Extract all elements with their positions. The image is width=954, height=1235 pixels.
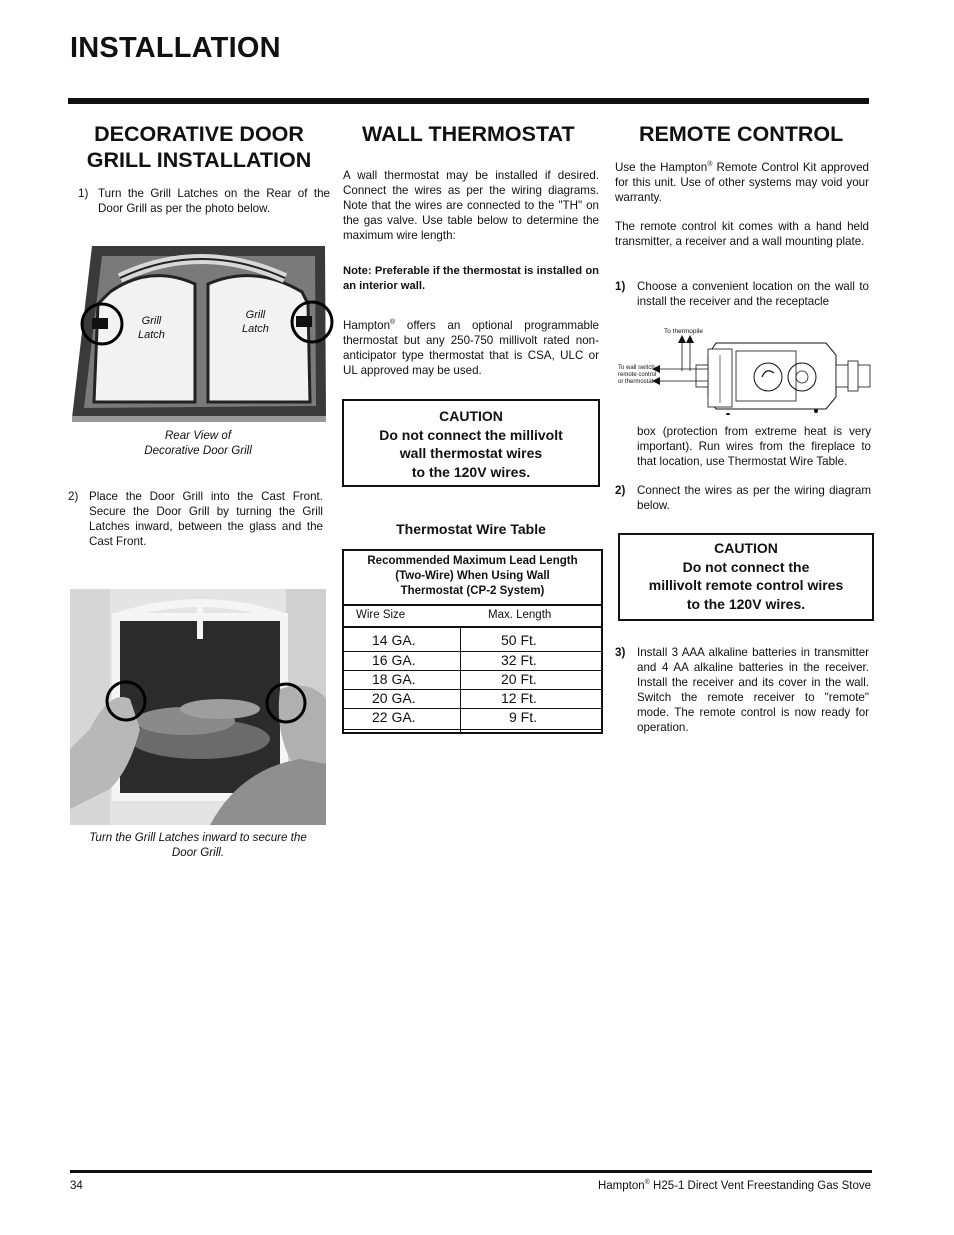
step-text: Install 3 AAA alkaline batteries in transmitter and 4 AA alkaline batteries in the receiver. Install the receiver and its cover in the wall. Switch the remote receiver to "remote" mode. The remote control is now ready for operation. <box>637 646 869 734</box>
wire-size: 22 GA. <box>372 709 416 725</box>
diagram-label-wall-switch <box>618 365 656 386</box>
step-number: 1) <box>78 187 89 200</box>
col-header-wire-size: Wire Size <box>356 609 406 621</box>
wire-size: 14 GA. <box>372 632 416 648</box>
max-length: 9 Ft. <box>509 709 538 725</box>
remote-heading: REMOTE CONTROL <box>639 122 844 146</box>
remote-caution-box <box>618 533 874 621</box>
max-length: 12 Ft. <box>501 690 537 706</box>
thermostat-para-2 <box>343 318 599 378</box>
step-number: 2) <box>68 490 79 503</box>
thermostat-caution-box <box>342 399 600 487</box>
caution-title: CAUTION <box>714 540 778 556</box>
grill-install-photo <box>70 589 326 825</box>
grill-install-caption <box>70 830 326 860</box>
header-line3: Thermostat (CP-2 System) <box>400 585 545 597</box>
grill-install-caption-line1: Turn the Grill Latches inward to secure the <box>89 831 307 844</box>
max-length: 32 Ft. <box>501 652 537 668</box>
page-title: INSTALLATION <box>70 32 281 64</box>
caution-line3: to the 120V wires. <box>686 595 806 612</box>
step-text: Place the Door Grill into the Cast Front. Secure the Door Grill by turning the Grill Latches inward, between the glass and the Cast Front. <box>89 490 323 548</box>
grill-latch-label-right-2: Latch <box>242 323 269 335</box>
footer-title <box>598 1180 871 1192</box>
wire-table-title: Thermostat Wire Table <box>396 521 546 537</box>
wire-table <box>342 549 603 734</box>
wire-size: 16 GA. <box>372 652 416 668</box>
caution-title: CAUTION <box>439 408 503 424</box>
grill-rear-photo <box>70 244 336 424</box>
wire-size: 18 GA. <box>372 671 416 687</box>
table-rule-2 <box>344 626 601 628</box>
grill-step-2 <box>68 489 323 549</box>
step-number: 1) <box>615 280 626 293</box>
table-column-divider <box>460 628 461 732</box>
step-text: Choose a convenient location on the wall to install the receiver and the receptacle <box>637 280 869 308</box>
top-divider <box>68 98 869 104</box>
diagram-label-wall-switch-1: To wall switch, <box>618 365 657 371</box>
grill-latch-label-left-1: Grill <box>141 315 162 327</box>
table-rule-1 <box>344 604 601 606</box>
row-rule <box>344 729 601 730</box>
para-text-a: Use the Hampton <box>615 161 708 174</box>
step-number: 3) <box>615 646 626 659</box>
caution-line2: wall thermostat wires <box>399 445 543 461</box>
wire-table-header <box>344 554 601 599</box>
caution-line1: Do not connect the millivolt <box>379 426 563 443</box>
grill-install-caption-line2: Door Grill. <box>171 846 225 859</box>
thermostat-note: Note: Preferable if the thermostat is installed on an interior wall. <box>343 265 599 292</box>
diagram-label-wall-switch-2: remote control <box>618 372 657 378</box>
remote-step-3 <box>615 645 869 735</box>
remote-step-1-cont: box (protection from extreme heat is very important). Run wires from the fireplace to that location, use Thermostat Wire Table. <box>637 425 871 468</box>
grill-heading-line1: DECORATIVE DOOR <box>94 122 304 146</box>
step-number: 2) <box>615 484 626 497</box>
grill-heading-line2: GRILL INSTALLATION <box>86 148 312 172</box>
grill-latch-label-right-1: Grill <box>245 309 266 321</box>
thermostat-heading: WALL THERMOSTAT <box>362 122 575 146</box>
diagram-label-thermopile: To thermopile <box>664 328 704 335</box>
brand: Hampton <box>343 319 391 332</box>
grill-latch-label-right <box>242 308 269 336</box>
gas-valve-wiring-diagram <box>616 325 876 415</box>
step-text: Turn the Grill Latches on the Rear of the Door Grill as per the photo below. <box>98 187 330 215</box>
registered-mark: ® <box>707 161 713 169</box>
footer-text: H25-1 Direct Vent Freestanding Gas Stove <box>649 1180 871 1192</box>
max-length: 50 Ft. <box>501 632 537 648</box>
grill-latch-label-left <box>138 314 165 342</box>
remote-step-2 <box>615 483 871 513</box>
grill-latch-label-left-2: Latch <box>138 329 165 341</box>
caution-line1: Do not connect the <box>682 558 810 575</box>
caution-line2: millivolt remote control wires <box>648 577 844 593</box>
grill-install-photo-art <box>70 589 326 825</box>
caution-line3: to the 120V wires. <box>411 463 531 480</box>
header-line2: (Two-Wire) When Using Wall <box>395 570 550 582</box>
header-line1: Recommended Maximum Lead Length <box>367 555 578 567</box>
diagram-label-wall-switch-3: or thermostat <box>618 379 654 385</box>
grill-rear-caption-line1: Rear View of <box>164 429 232 442</box>
max-length: 20 Ft. <box>501 671 537 687</box>
registered-mark: ® <box>644 1179 650 1187</box>
grill-rear-caption <box>70 428 326 458</box>
wire-size: 20 GA. <box>372 690 416 706</box>
para-text-b: Remote Control Kit approved for this unit. Use of other systems may void your warranty. <box>615 161 869 204</box>
remote-step-1 <box>615 279 869 309</box>
grill-rear-photo-art <box>70 244 336 424</box>
grill-step-1 <box>78 186 330 216</box>
page-number: 34 <box>70 1180 83 1192</box>
footer-brand: Hampton <box>597 1180 645 1192</box>
bottom-divider <box>70 1170 872 1173</box>
para-text: offers an optional programmable thermostat but any 250-750 millivolt rated non-anticipator type thermostat that is CSA, ULC or UL approved may be used. <box>343 319 599 377</box>
step-text: Connect the wires as per the wiring diagram below. <box>637 484 871 512</box>
grill-rear-caption-line2: Decorative Door Grill <box>144 444 252 457</box>
remote-para-2: The remote control kit comes with a hand held transmitter, a receiver and a wall mounting plate. <box>615 220 869 248</box>
thermostat-para-1: A wall thermostat may be installed if desired. Connect the wires as per the wiring diagrams. Note that the wires are connected to the "TH" on the gas valve. Use table below to determine the maximum wire length: <box>343 169 599 242</box>
grill-heading <box>70 121 328 173</box>
registered-mark: ® <box>390 319 396 327</box>
col-header-max-length: Max. Length <box>488 609 552 621</box>
remote-para-1 <box>615 160 869 205</box>
